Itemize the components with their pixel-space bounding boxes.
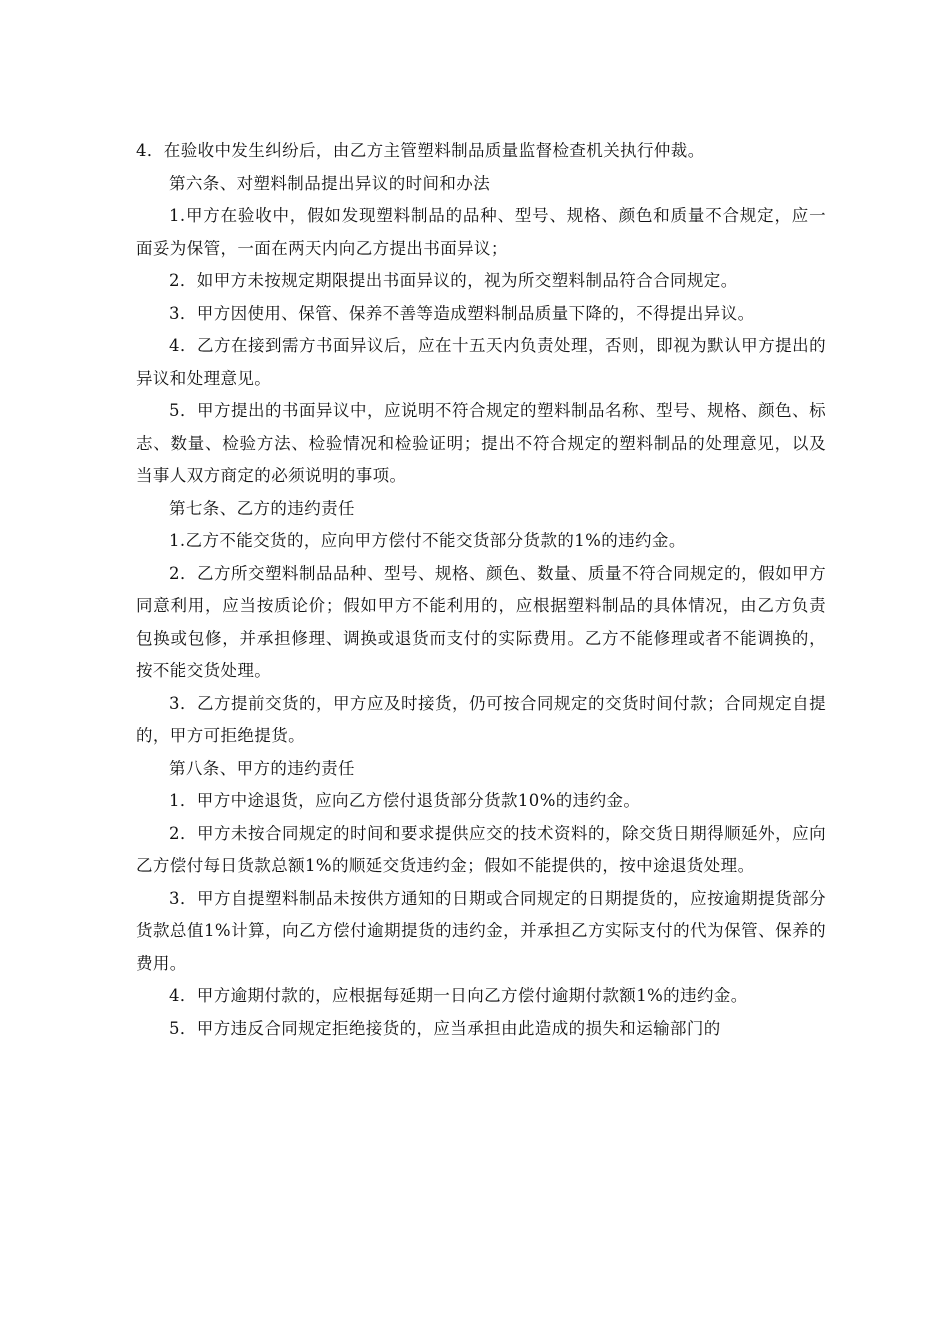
clause-paragraph: 4．乙方在接到需方书面异议后，应在十五天内负责处理，否则，即视为默认甲方提出的异议和处理意见。 bbox=[136, 336, 826, 388]
clause-paragraph: 2．如甲方未按规定期限提出书面异议的，视为所交塑料制品符合合同规定。 bbox=[169, 271, 738, 290]
clause-paragraph: 2．甲方未按合同规定的时间和要求提供应交的技术资料的，除交货日期得顺延外，应向乙方偿付每日货款总额1%的顺延交货违约金；假如不能提供的，按中途退货处理。 bbox=[136, 823, 826, 875]
clause-paragraph: 1.乙方不能交货的，应向甲方偿付不能交货部分货款的1%的违约金。 bbox=[169, 531, 686, 550]
clause-paragraph: 3．甲方自提塑料制品未按供方通知的日期或合同规定的日期提货的，应按逾期提货部分货款总值1%计算，向乙方偿付逾期提货的违约金，并承担乙方实际支付的代为保管、保养的费用。 bbox=[136, 888, 826, 973]
document-body bbox=[136, 135, 826, 1045]
clause-paragraph: 3．甲方因使用、保管、保养不善等造成塑料制品质量下降的，不得提出异议。 bbox=[169, 303, 755, 323]
clause-paragraph: 3．乙方提前交货的，甲方应及时接货，仍可按合同规定的交货时间付款；合同规定自提的，甲方可拒绝提货。 bbox=[136, 693, 826, 745]
clause-paragraph: 4．在验收中发生纠纷后，由乙方主管塑料制品质量监督检查机关执行仲裁。 bbox=[136, 141, 705, 160]
clause-paragraph: 1．甲方中途退货，应向乙方偿付退货部分货款10%的违约金。 bbox=[169, 791, 641, 810]
clause-paragraph: 5．甲方提出的书面异议中，应说明不符合规定的塑料制品名称、型号、规格、颜色、标志、数量、检验方法、检验情况和检验证明；提出不符合规定的塑料制品的处理意见，以及当事人双方商定的必须说明的事项。 bbox=[136, 401, 826, 485]
clause-paragraph: 2．乙方所交塑料制品品种、型号、规格、颜色、数量、质量不符合同规定的，假如甲方同意利用，应当按质论价；假如甲方不能利用的，应根据塑料制品的具体情况，由乙方负责包换或包修，并承担修理、调换或退货而支付的实际费用。乙方不能修理或者不能调换的，按不能交货处理。 bbox=[136, 563, 826, 680]
clause-paragraph: 4．甲方逾期付款的，应根据每延期一日向乙方偿付逾期付款额1%的违约金。 bbox=[169, 986, 748, 1005]
section-heading-article-6: 第六条、对塑料制品提出异议的时间和办法 bbox=[169, 173, 491, 193]
section-heading-article-7: 第七条、乙方的违约责任 bbox=[169, 498, 355, 518]
section-heading-article-8: 第八条、甲方的违约责任 bbox=[169, 758, 355, 778]
clause-paragraph: 1.甲方在验收中，假如发现塑料制品的品种、型号、规格、颜色和质量不合规定，应一面妥为保管，一面在两天内向乙方提出书面异议； bbox=[136, 206, 826, 258]
clause-paragraph: 5．甲方违反合同规定拒绝接货的，应当承担由此造成的损失和运输部门的 bbox=[169, 1018, 721, 1038]
